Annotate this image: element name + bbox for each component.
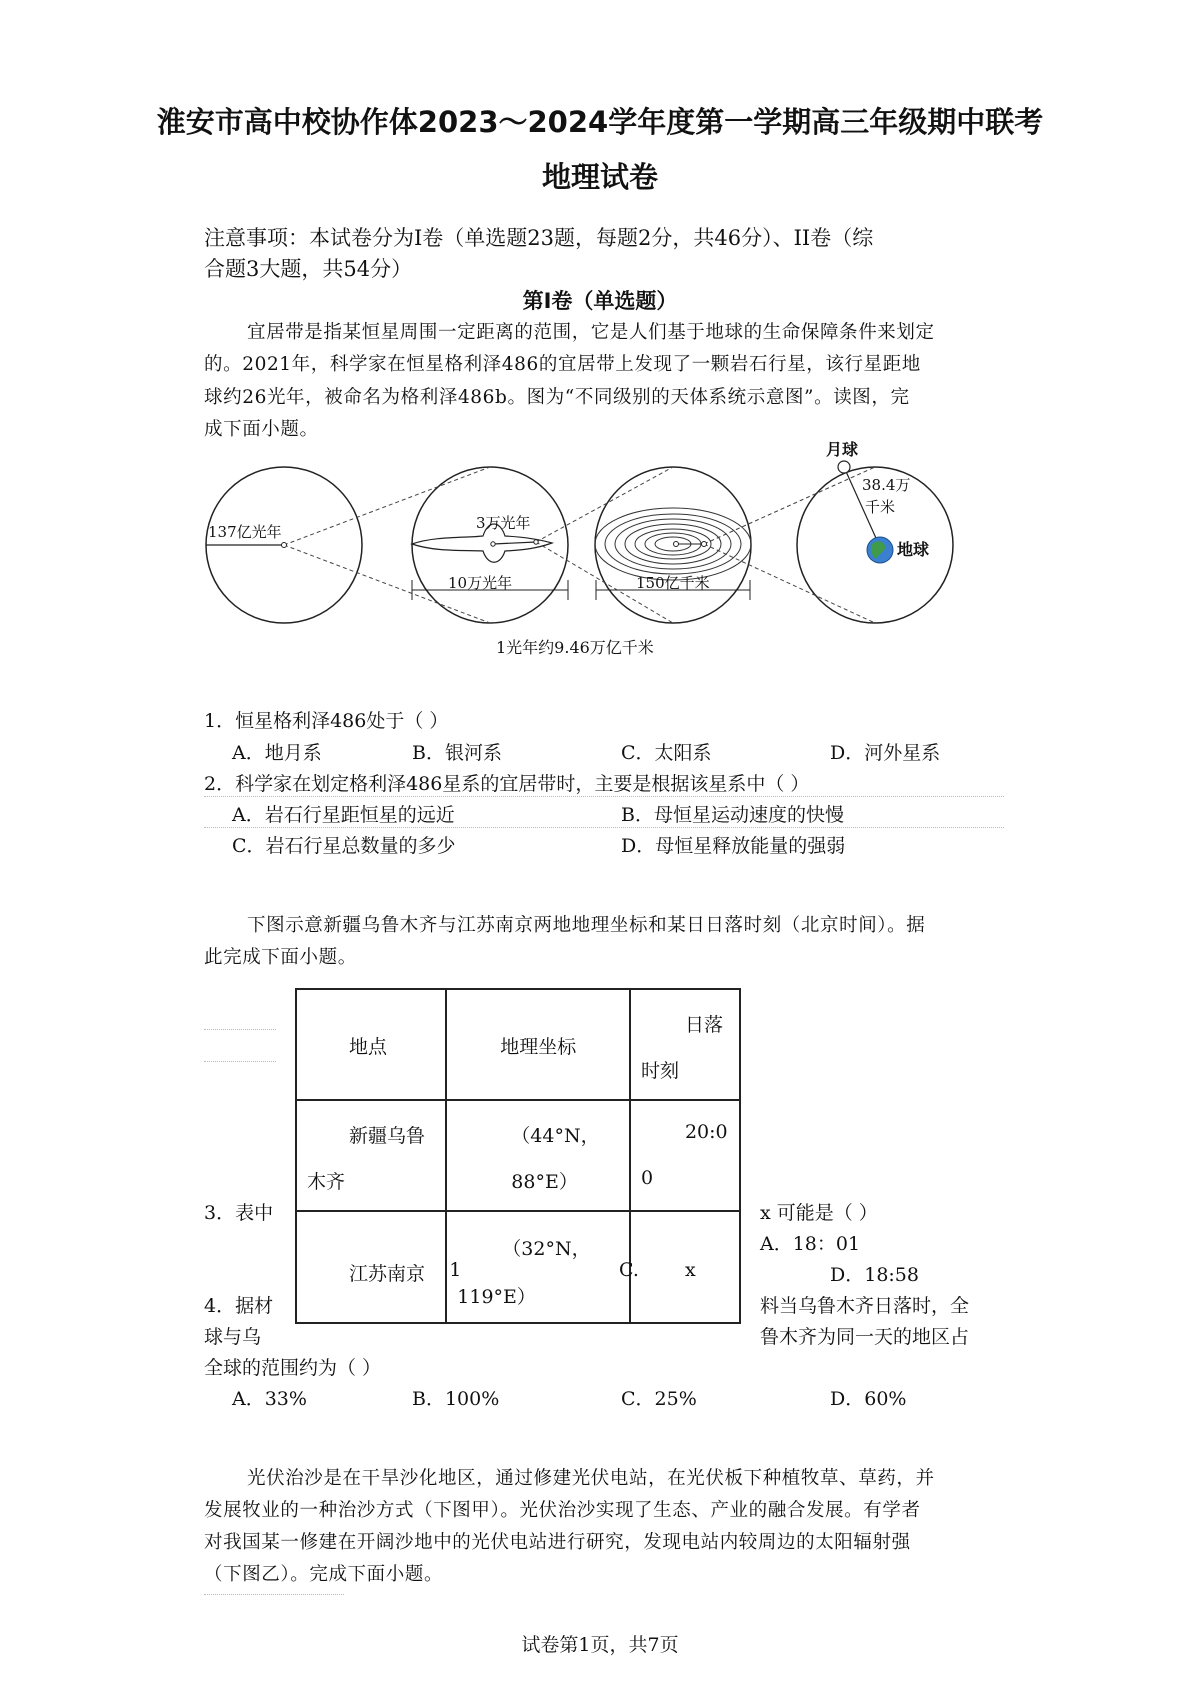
galaxy-center	[491, 542, 495, 546]
row2-place	[296, 1211, 446, 1323]
row1-place-text-2: 木齐	[307, 1171, 346, 1193]
sun-point	[674, 542, 679, 547]
table-row	[296, 1211, 740, 1323]
header-place-text: 地点	[349, 1036, 388, 1058]
passage1-line-3: 球约26光年，被命名为格利泽486b。图为“不同级别的天体系统示意图”。读图，完	[204, 387, 910, 408]
q4-option-d: D．60%	[830, 1388, 907, 1410]
geo-table	[295, 988, 741, 1324]
moon-label: 月球	[826, 440, 859, 459]
q1-stem: 1．恒星格利泽486处于（ ）	[204, 710, 449, 732]
passage3-line-4: （下图乙）。完成下面小题。	[204, 1564, 444, 1585]
page-footer: 试卷第1页，共7页	[521, 1634, 679, 1656]
exam-title: 淮安市高中校协作体2023～2024学年度第一学期高三年级期中联考	[156, 105, 1044, 139]
q1-option-d: D．河外星系	[830, 742, 941, 764]
connector-line	[284, 467, 490, 545]
q1-option-a: A．地月系	[232, 742, 322, 764]
passage3-line-2: 发展牧业的一种治沙方式（下图甲）。光伏治沙实现了生态、产业的融合发展。有学者	[204, 1500, 921, 1521]
row1-coord-text-1: （44°N，	[511, 1125, 600, 1147]
galaxy-width-label: 10万光年	[448, 574, 513, 592]
connector-line	[704, 544, 875, 623]
q4-option-a: A．33%	[232, 1388, 307, 1410]
passage3-line-1: 光伏治沙是在干旱沙化地区，通过修建光伏电站，在光伏板下种植牧草、草药，并	[247, 1468, 935, 1489]
table-header-row	[296, 989, 740, 1100]
row1-place-text-1: 新疆乌鲁	[349, 1125, 426, 1147]
distance-label-1: 38.4万	[862, 476, 911, 494]
universe-label: 137亿光年	[208, 523, 282, 541]
q3-option-a: A．18：01	[760, 1233, 861, 1255]
row1-place	[296, 1100, 446, 1211]
q2-option-b: B．母恒星运动速度的快慢	[621, 804, 844, 826]
table-row	[296, 1100, 740, 1211]
q2-option-c: C．岩石行星总数量的多少	[232, 835, 456, 857]
q2-stem: 2．科学家在划定格利泽486星系的宜居带时，主要是根据该星系中（ ）	[204, 773, 810, 795]
moon-icon	[838, 461, 850, 473]
row1-coord-text-2: 88°E）	[511, 1171, 578, 1193]
universe-center	[282, 543, 287, 548]
q2-option-d: D．母恒星释放能量的强弱	[621, 835, 846, 857]
table-header-place	[296, 989, 446, 1100]
header-coord-text: 地理坐标	[500, 1036, 577, 1058]
q2-option-a: A．岩石行星距恒星的远近	[232, 804, 455, 826]
earth-label: 地球	[897, 540, 930, 559]
q4-right-1: 料当乌鲁木齐日落时，全	[760, 1295, 970, 1317]
solar-width-label: 150亿千米	[636, 574, 710, 592]
galaxy-radius-line	[493, 542, 536, 544]
q3-stem-right: x 可能是（ ）	[760, 1202, 878, 1224]
passage2-line-1: 下图示意新疆乌鲁木齐与江苏南京两地地理坐标和某日日落时刻（北京时间）。据	[247, 915, 926, 936]
q4-left-2: 球与乌	[204, 1326, 262, 1348]
sun-in-galaxy	[534, 540, 538, 544]
table-header-coord	[446, 989, 630, 1100]
q4-line-3: 全球的范围约为（ ）	[204, 1357, 382, 1379]
q3-stem-left: 3．表中	[204, 1202, 274, 1224]
section-title: 第Ⅰ卷（单选题）	[522, 289, 678, 313]
row1-coord	[446, 1100, 630, 1211]
row2-sunset	[618, 1211, 740, 1323]
table-header-sunset	[630, 989, 740, 1100]
row1-sunset	[630, 1100, 740, 1211]
row2-stray-mark: 1	[449, 1259, 462, 1281]
passage1-line-1: 宜居带是指某恒星周围一定距离的范围，它是人们基于地球的生命保障条件来划定	[247, 322, 935, 343]
q3-option-d: D．18:58	[830, 1264, 919, 1286]
q4-left-1: 4．据材	[204, 1295, 274, 1317]
exam-subtitle: 地理试卷	[541, 160, 658, 194]
row1-sunset-text-2: 0	[640, 1167, 654, 1189]
diagram-caption: 1光年约9.46万亿千米	[496, 638, 654, 657]
solar-system-circle	[595, 467, 751, 623]
row2-place-text: 江苏南京	[349, 1263, 426, 1285]
passage2-line-2: 此完成下面小题。	[204, 947, 357, 968]
dotted-divider	[204, 827, 1004, 828]
row2-coord-text-2: 119°E）	[457, 1286, 536, 1308]
row2-coord-text-1: （32°N，	[502, 1238, 591, 1260]
q4-option-c: C．25%	[621, 1388, 697, 1410]
dotted-mark	[204, 1594, 344, 1595]
q1-option-c: C．太阳系	[621, 742, 712, 764]
galaxy-radius-label: 3万光年	[476, 514, 531, 532]
passage1-line-4: 成下面小题。	[204, 419, 319, 440]
dotted-divider	[204, 796, 1004, 797]
q1-option-b: B．银河系	[412, 742, 502, 764]
q4-option-b: B．100%	[412, 1388, 500, 1410]
dotted-mark	[204, 1061, 276, 1062]
row2-sunset-text: x	[684, 1259, 696, 1281]
row2-coord	[446, 1211, 630, 1323]
distance-label-2: 千米	[865, 498, 896, 516]
passage3-line-3: 对我国某一修建在开阔沙地中的光伏电站进行研究，发现电站内较周边的太阳辐射强	[204, 1532, 911, 1553]
earth-point	[702, 542, 707, 547]
notice-line-1: 注意事项：本试卷分为Ⅰ卷（单选题23题，每题2分，共46分）、II卷（综	[204, 226, 874, 250]
passage1-line-2: 的。2021年，科学家在恒星格利泽486的宜居带上发现了一颗岩石行星，该行星距地	[204, 354, 921, 375]
dotted-mark	[204, 1029, 276, 1030]
q4-right-2: 鲁木齐为同一天的地区占	[760, 1326, 970, 1348]
notice-line-2: 合题3大题，共54分）	[204, 257, 413, 281]
row1-sunset-text-1: 20:0	[684, 1121, 728, 1143]
header-sunset-text-2: 时刻	[640, 1060, 679, 1082]
header-sunset-text-1: 日落	[684, 1014, 723, 1036]
row2-stray-option: C.	[618, 1259, 639, 1281]
